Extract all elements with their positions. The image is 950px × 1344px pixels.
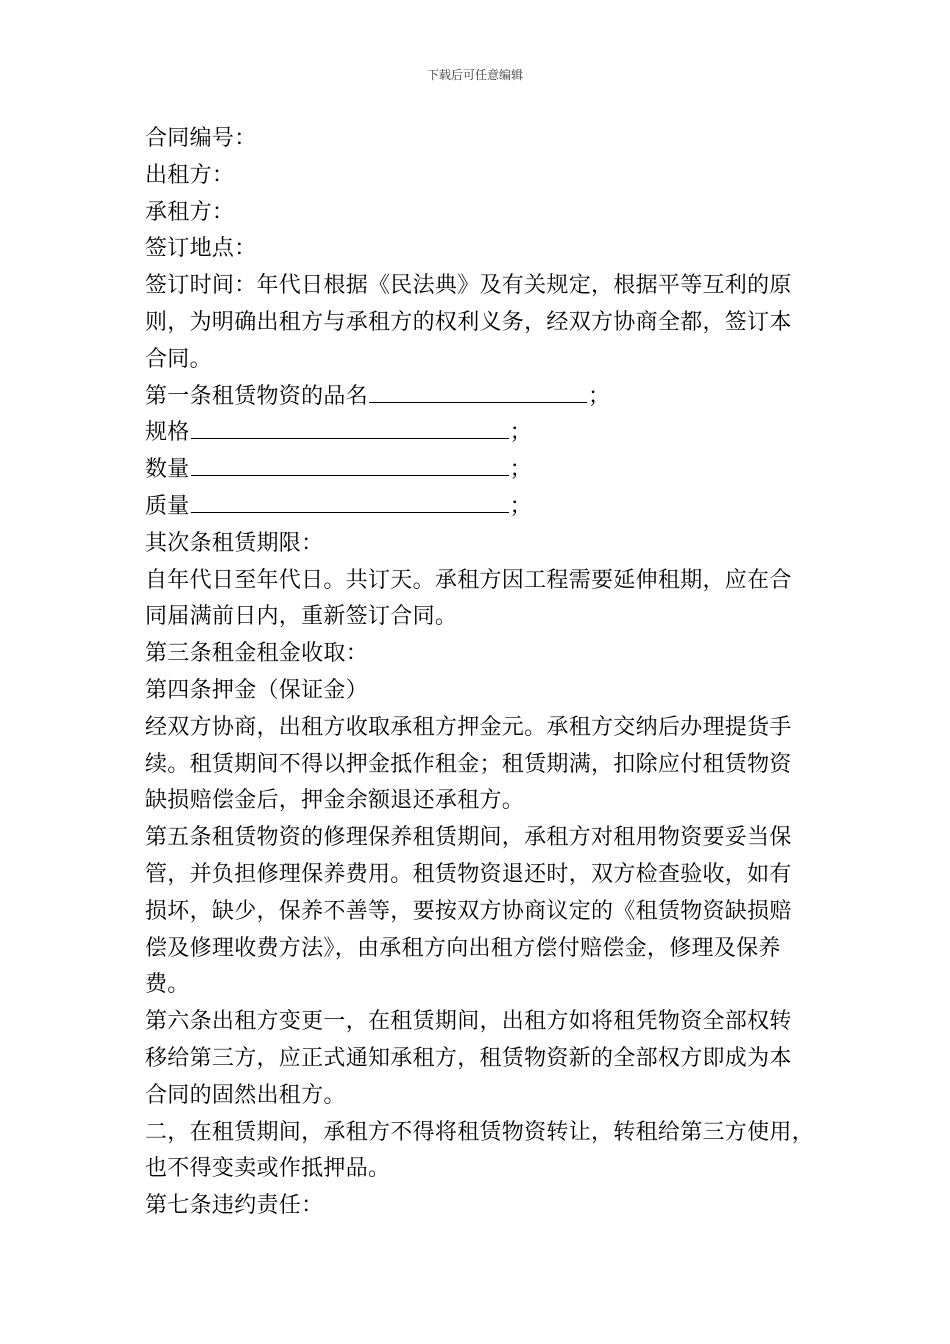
quality-blank[interactable] (191, 492, 509, 513)
article-2-line: 同届满前日内，重新签订合同。 (145, 604, 458, 630)
article-6b-line: 二，在租赁期间，承租方不得将租赁物资转让，转租给第三方使用， (145, 1119, 815, 1145)
intro-line: 合同。 (145, 346, 212, 372)
article-5-line: 费。 (145, 972, 190, 998)
spec-row (145, 415, 815, 452)
contract-body (145, 121, 815, 1225)
quality-label: 质量 (145, 493, 190, 519)
article-2-title: 其次条租赁期限： (145, 530, 324, 556)
article-3-title: 第三条租金租金收取： (145, 641, 369, 667)
article-1-name-label: 第一条租赁物资的品名 (145, 383, 369, 409)
quantity-label: 数量 (145, 457, 190, 483)
article-5-line: 损坏，缺少，保养不善等，要按双方协商议定的《租赁物资缺损赔 (145, 898, 792, 924)
article-5-line: 偿及修理收费方法》，由承租方向出租方偿付赔偿金，修理及保养 (145, 935, 781, 961)
quality-row (145, 489, 815, 526)
name-blank[interactable] (369, 382, 587, 403)
blank-end-mark: ； (509, 457, 532, 483)
quantity-blank[interactable] (191, 455, 509, 476)
header-note: 下载后可任意编辑 (426, 68, 523, 82)
spec-blank[interactable] (191, 418, 509, 439)
blank-end-mark: ； (509, 420, 532, 446)
article-2-line: 自年代日至年代日。共订天。承租方因工程需要延伸租期，应在合 (145, 567, 792, 593)
article-6-line: 第六条出租方变更一，在租赁期间，出租方如将租凭物资全部权转 (145, 1009, 792, 1035)
contract-number-label: 合同编号： (145, 126, 257, 151)
article-6-line: 合同的固然出租方。 (145, 1082, 346, 1108)
signing-place-label: 签订地点： (145, 236, 257, 262)
intro-line: 则，为明确出租方与承租方的权利义务，经双方协商全都，签订本 (145, 309, 792, 335)
intro-line: 签订时间：年代日根据《民法典》及有关规定，根据平等互利的原 (145, 273, 792, 299)
article-5-line: 第五条租赁物资的修理保养租赁期间，承租方对租用物资要妥当保 (145, 825, 792, 851)
article-6-line: 移给第三方，应正式通知承租方，租赁物资新的全部权方即成为本 (145, 1045, 792, 1071)
blank-end-mark: ； (588, 383, 611, 409)
article-4-line: 续。租赁期间不得以押金抵作租金；租赁期满，扣除应付租赁物资 (145, 751, 792, 777)
article-4-line: 经双方协商，出租方收取承租方押金元。承租方交纳后办理提货手 (145, 714, 792, 740)
article-4-line: 缺损赔偿金后，押金余额退还承租方。 (145, 788, 525, 814)
lessee-label: 承租方： (145, 199, 235, 225)
lessor-label: 出租方： (145, 162, 235, 188)
spec-label: 规格 (145, 420, 190, 446)
article-7-title: 第七条违约责任： (145, 1193, 324, 1219)
article-5-line: 管，并负担修理保养费用。租赁物资退还时，双方检查验收，如有 (145, 861, 792, 887)
quantity-row (145, 452, 815, 489)
article-1-name-row (145, 379, 815, 416)
article-6b-line: 也不得变卖或作抵押品。 (145, 1156, 391, 1182)
article-4-title: 第四条押金（保证金） (145, 677, 369, 703)
blank-end-mark: ； (509, 493, 532, 519)
